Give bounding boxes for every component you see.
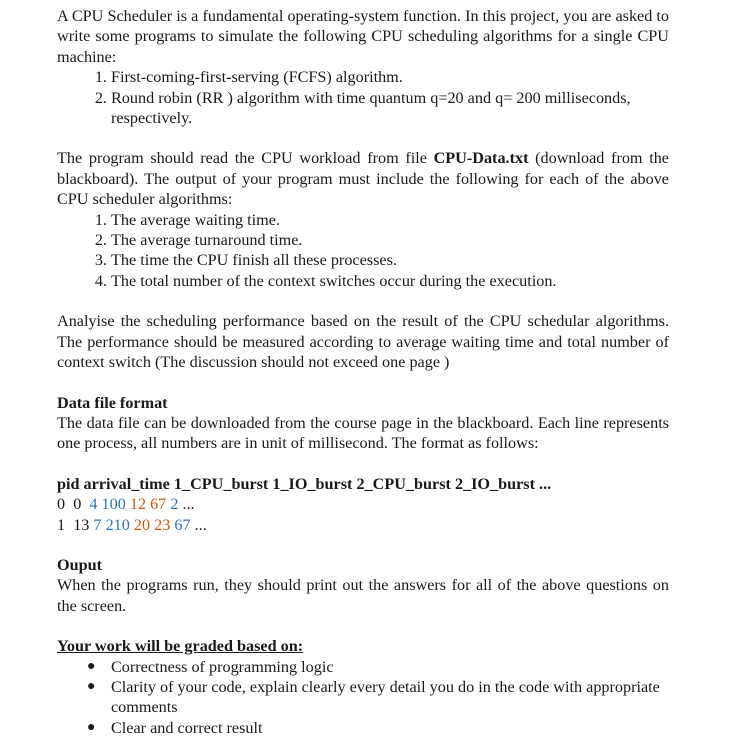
assignment-document [57, 6, 669, 738]
output-requirements-list [57, 210, 669, 292]
data-row-io-burst: 23 [154, 515, 171, 534]
program-paragraph [57, 148, 669, 209]
data-row-ellipsis: ... [182, 495, 195, 514]
bullet-icon: ● [87, 658, 96, 674]
data-row-cpu-burst: 20 [133, 515, 151, 534]
data-row-ellipsis: ... [194, 515, 207, 534]
program-text-before: The program should read the CPU workload from file [57, 149, 434, 168]
intro-paragraph: A CPU Scheduler is a fundamental operating-system function. In this project, you are asked to write some programs to simulate the following CPU scheduling algorithms for a single CPU machine: [57, 7, 669, 66]
data-row-io-burst: 100 [101, 495, 126, 514]
data-row-io-burst: 210 [105, 515, 130, 534]
data-row [57, 494, 669, 514]
output-requirement-item: 2. The average turnaround time. [111, 230, 669, 250]
output-requirement-item: 4. The total number of the context switches occur during the execution. [111, 271, 669, 291]
data-format-header-line: pid arrival_time 1_CPU_burst 1_IO_burst 2_CPU_burst 2_IO_burst ... [57, 474, 552, 493]
data-format-heading: Data file format [57, 393, 168, 412]
data-row-cpu-burst: 67 [174, 515, 191, 534]
grading-item: ● Clarity of your code, explain clearly every detail you do in the code with appropriate comments [87, 677, 660, 717]
grading-item: ● Correctness of programming logic [87, 657, 334, 676]
analysis-paragraph: Analyise the scheduling performance based on the result of the CPU schedular algorithms. The performance should be measured according to average waiting time and total number of context switch (The discussion should not exceed one page ) [57, 312, 669, 372]
output-requirement-item: 3. The time the CPU finish all these processes. [111, 250, 669, 270]
data-row [57, 515, 669, 535]
output-requirement-item: 1. The average waiting time. [111, 210, 669, 230]
grading-heading: Your work will be graded based on: [57, 637, 304, 656]
algorithm-list [57, 67, 669, 128]
data-row-arrival: 0 [73, 495, 82, 514]
data-format-paragraph: The data file can be downloaded from the course page in the blackboard. Each line represents one process, all numbers are in unit of millisecond. The format as follows: [57, 413, 669, 453]
output-heading: Ouput [57, 555, 102, 574]
algorithm-item-rr: 2. Round robin (RR ) algorithm with time quantum q=20 and q= 200 milliseconds, respectively. [111, 88, 669, 129]
grading-list [57, 657, 669, 739]
data-row-cpu-burst: 12 [129, 495, 147, 514]
data-row-pid: 1 [57, 515, 66, 534]
data-row-cpu-burst: 2 [170, 495, 179, 514]
program-text-after: (download from the blackboard). The output of your program must include the following for each of the above CPU scheduler algorithms: [57, 149, 669, 209]
bullet-icon: ● [87, 678, 96, 694]
data-row-cpu-burst: 7 [93, 515, 102, 534]
data-row-io-burst: 67 [150, 495, 167, 514]
data-row-cpu-burst: 4 [89, 495, 98, 514]
grading-item: ● Clear and correct result [87, 718, 263, 737]
algorithm-item-fcfs: 1. First-coming-first-serving (FCFS) algorithm. [111, 67, 669, 87]
bullet-icon: ● [87, 719, 96, 735]
data-file-name: CPU-Data.txt [433, 149, 529, 168]
data-row-pid: 0 [57, 495, 66, 514]
data-row-arrival: 13 [73, 515, 90, 534]
output-paragraph: When the programs run, they should print out the answers for all of the above questions on the screen. [57, 576, 669, 615]
